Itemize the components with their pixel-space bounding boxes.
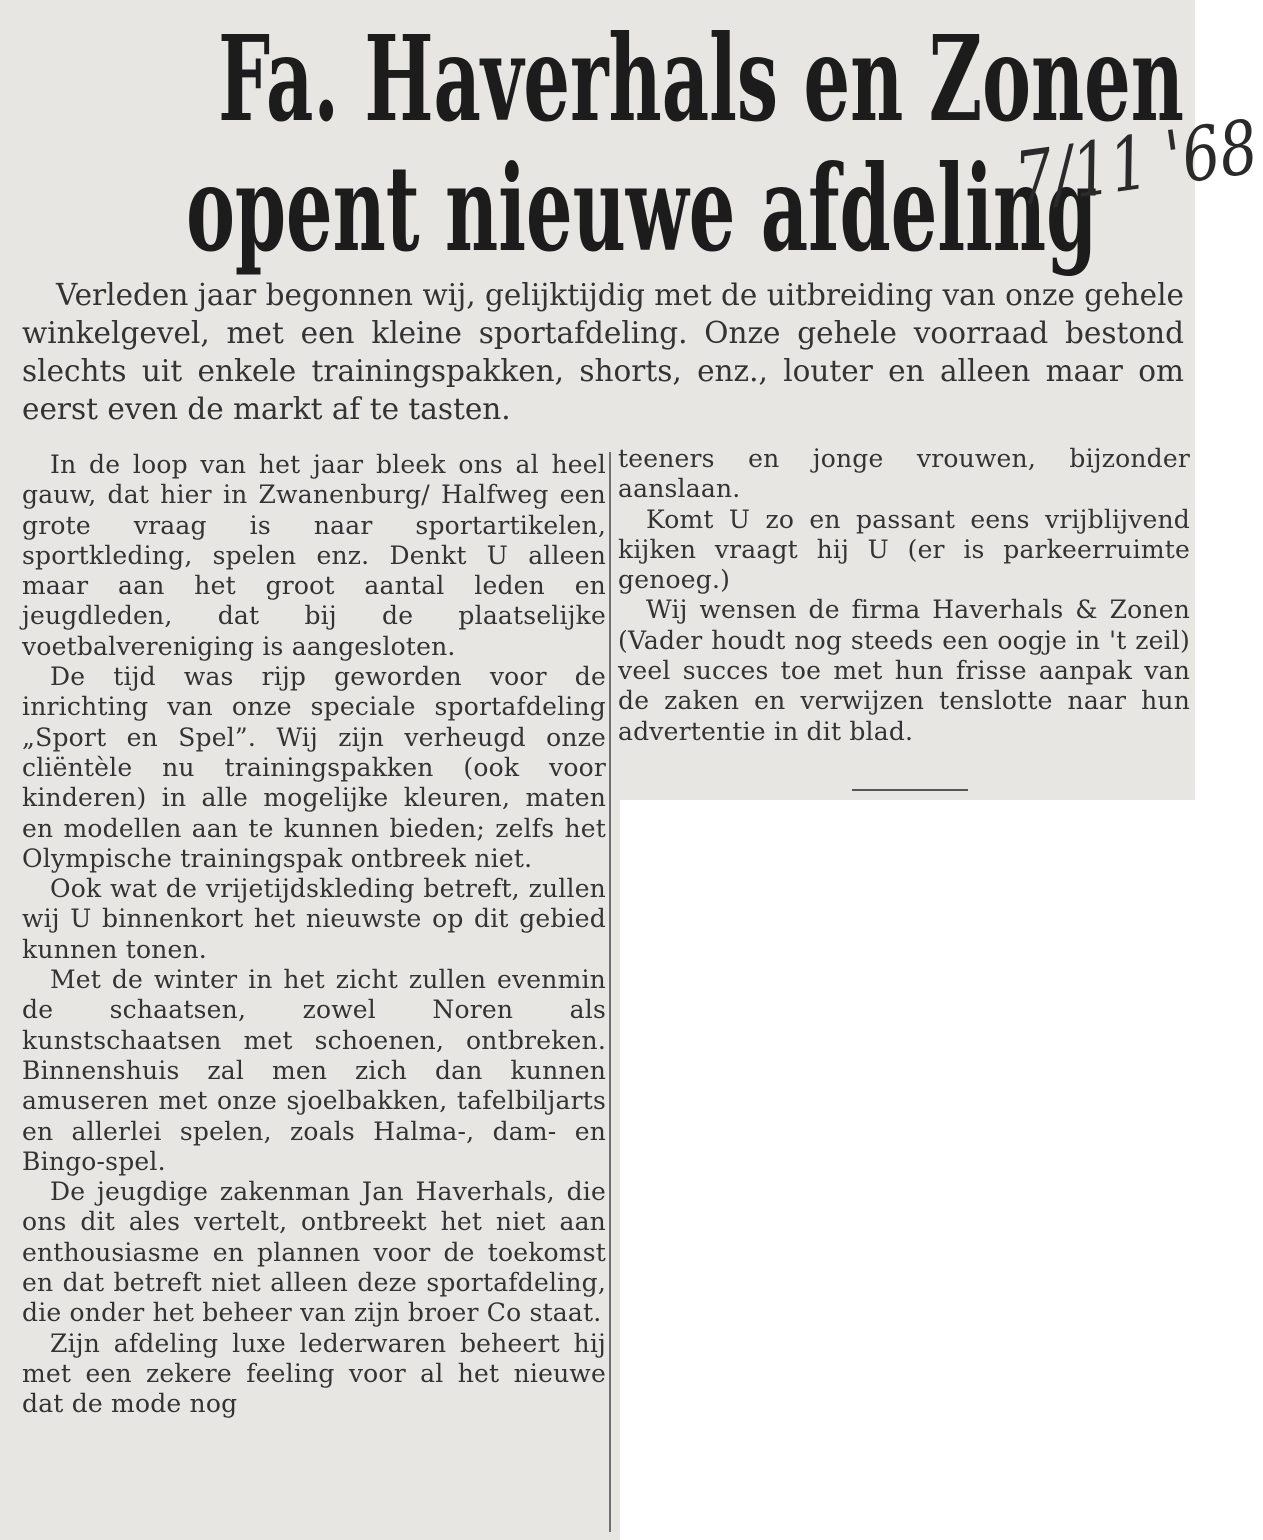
right-paragraph-1: teeners en jonge vrouwen, bijzonder aanslaan. [618, 444, 1190, 504]
left-paragraph-4: Met de winter in het zicht zullen evenmin de schaatsen, zowel Noren als kunstschaatsen met schoenen, ontbreken. Binnenshuis zal men zich dan kunnen amuseren met onze sjoelbakken, tafelbiljarts en allerlei spelen, zoals Halma-, dam- en Bingo-spel. [22, 965, 606, 1176]
headline-line-1: Fa. Haverhals en Zonen [218, 9, 1184, 148]
intro-paragraph: Verleden jaar begonnen wij, gelijktijdig met de uitbreiding van onze gehele winkelgevel, met een kleine sportafdeling. Onze gehele voorraad bestond slechts uit enkele trainingspakken, shorts, enz., louter en alleen maar om eerst even de markt af te tasten. [22, 278, 1184, 426]
left-paragraph-3: Ook wat de vrijetijdskleding betreft, zullen wij U binnenkort het nieuwste op dit gebied kunnen tonen. [22, 874, 606, 964]
left-paragraph-6: Zijn afdeling luxe lederwaren beheert hij met een zekere feeling voor al het nieuwe dat de mode nog [22, 1328, 606, 1419]
left-paragraph-1: In de loop van het jaar bleek ons al heel gauw, dat hier in Zwanenburg/ Halfweg een grote vraag is naar sportartikelen, sportkleding, spelen enz. Denkt U alleen maar aan het groot aantal leden en jeugdleden, dat bij de plaatselijke voetbalvereniging is aangesloten. [22, 450, 606, 661]
right-column [618, 444, 1190, 747]
article-end-rule [852, 789, 968, 791]
headline-line-2: opent nieuwe afdeling [186, 139, 1098, 278]
right-paragraph-2: Komt U zo en passant eens vrijblijvend kijken vraagt hij U (er is parkeerruimte genoeg.) [618, 504, 1190, 595]
handwritten-date: 7/11 '68 [1010, 104, 1263, 224]
left-paragraph-5: De jeugdige zakenman Jan Haverhals, die ons dit ales vertelt, ontbreekt het niet aan enthousiasme en plannen voor de toekomst en dat betreft niet alleen deze sportafdeling, die onder het beheer van zijn broer Co staat. [22, 1177, 606, 1328]
left-column [22, 450, 606, 1530]
left-paragraph-2: De tijd was rijp geworden voor de inrichting van onze speciale sportafdeling „Sport en Spel”. Wij zijn verheugd onze cliëntèle nu trainingspakken (ook voor kinderen) in alle mogelijke kleuren, maten en modellen aan te kunnen bieden; zelfs het Olympische trainingspak ontbreek niet. [22, 662, 606, 873]
column-divider [609, 452, 611, 1532]
right-paragraph-3: Wij wensen de firma Haverhals & Zonen (Vader houdt nog steeds een oogje in 't zeil) veel succes toe met hun frisse aanpak van de zaken en verwijzen tenslotte naar hun advertentie in dit blad. [618, 595, 1190, 746]
